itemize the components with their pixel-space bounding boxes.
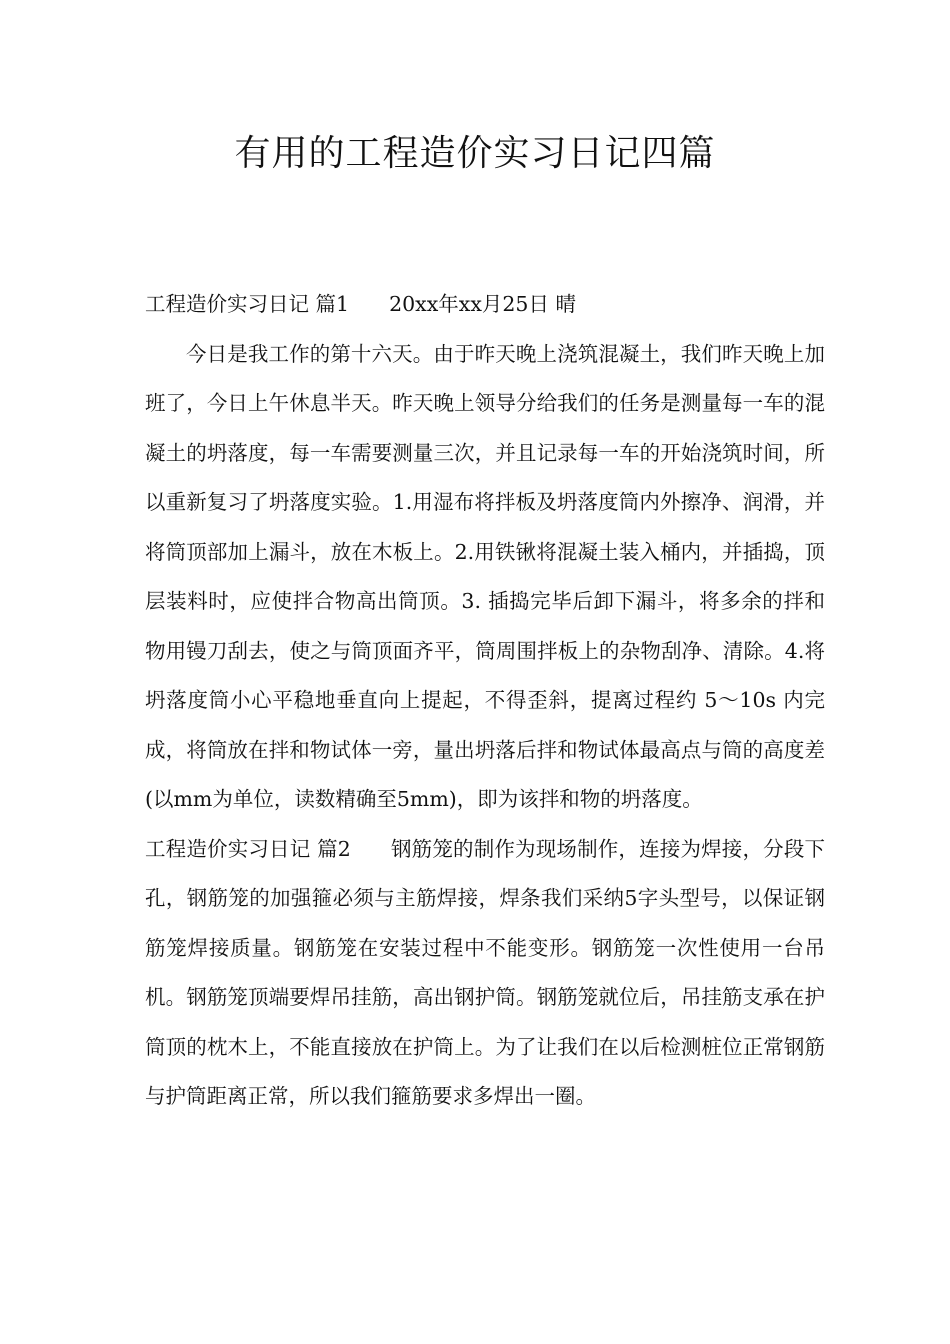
document-body (145, 280, 825, 1122)
entry-2-paragraph (145, 825, 825, 1122)
document-title: 有用的工程造价实习日记四篇 (234, 133, 716, 174)
entry-1-header-line (145, 280, 825, 330)
entry-2-body: 钢筋笼的制作为现场制作，连接为焊接，分段下孔，钢筋笼的加强箍必须与主筋焊接，焊条我们采纳5字头型号，以保证钢筋笼焊接质量。钢筋笼在安装过程中不能变形。钢筋笼一次性使用一台吊机。钢筋笼顶端要焊吊挂筋，高出钢护筒。钢筋笼就位后，吊挂筋支承在护筒顶的枕木上，不能直接放在护筒上。为了让我们在以后检测桩位正常钢筋与护筒距离正常，所以我们箍筋要求多焊出一圈。 (145, 836, 826, 1108)
entry-2-heading: 工程造价实习日记 篇2 (145, 836, 351, 861)
entry-1-date-weather: 20xx年xx月25日 晴 (389, 292, 576, 316)
entry-1-body: 今日是我工作的第十六天。由于昨天晚上浇筑混凝土，我们昨天晚上加班了，今日上午休息半天。昨天晚上领导分给我们的任务是测量每一车的混凝土的坍落度，每一车需要测量三次，并且记录每一车的开始浇筑时间，所以重新复习了坍落度实验。1.用湿布将拌板及坍落度筒内外擦净、润滑，并将筒顶部加上漏斗，放在木板上。2.用铁锹将混凝土装入桶内，并插捣，顶层装料时，应使拌合物高出筒顶。3. 插捣完毕后卸下漏斗，将多余的拌和物用镘刀刮去，使之与筒顶面齐平，筒周围拌板上的杂物刮净、清除。4.将坍落度筒小心平稳地垂直向上提起，不得歪斜，提离过程约 5～10s 内完成，将筒放在拌和物试体一旁，量出坍落后拌和物试体最高点与筒的高度差(以mm为单位，读数精确至5mm)，即为该拌和物的坍落度。 (145, 341, 825, 811)
entry-1-heading: 工程造价实习日记 篇1 (145, 292, 350, 316)
